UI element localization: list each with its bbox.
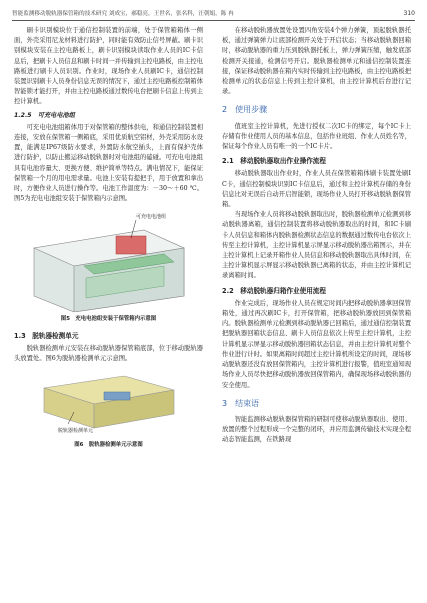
paragraph: 脱轨器检测单元安装在移动脱轨器保管箱底部，位于移动脱轨器头放置处。图6为脱轨器检测单元示意图。 — [14, 344, 203, 363]
left-column — [14, 26, 203, 456]
figure-5-battery-illustration — [24, 208, 194, 312]
figure-5-caption: 图5 充电电池组安装于保管箱内示意图 — [60, 316, 157, 323]
figure-6-caption: 图6 脱轨器检测单元示意图 — [74, 442, 143, 449]
paragraph: 刷卡识别模块位于通信控制装置的前端，处于保管箱箱体一侧面，外壳采用尼龙材料进行防护，同时能有效防止信号屏蔽。刷卡识别模块安装在主控电路板上，刷卡识别模块读取作业人员的IC卡信息后，把刷卡人员信息和刷卡时间一并传输到主控电路板，由主控电路板进行刷卡人员识别。作业时，现场作业人员刷IC卡，通信控制装置识别刷卡人员身份信息无误的情况下，通过主控电路板控制箱体智能锁才能打开，并由主控电路板通过数传电台把刷卡信息上传到主控计算机。 — [14, 27, 203, 106]
figure-5-label: 可充电电池组 — [135, 214, 166, 221]
paragraph: 当现场作业人员将移动脱轨器取出时，脱轨器检测单元检测到移动脱轨器离箱，通信控制装置将移动脱轨器取出的时间，和IC卡刷卡人员信息和箱体内脱轨器检测状态信息的数据通过数传电台依次上传至主控计算机，主控计算机显示屏显示移动脱轨器出箱图示，并在主控计算机上记录开箱作业人员信息和移动脱轨器取出具体时间，在主控计算机显示屏显示移动脱轨器已离箱的状态，并由主控计算机记录离箱时间。 — [222, 211, 411, 280]
page-number: 310 — [403, 9, 415, 17]
subsection-heading: 1.2.5 可充电电池组 — [14, 111, 75, 119]
section-heading: 3 结束语 — [222, 398, 260, 408]
running-head — [12, 6, 415, 21]
paragraph: 在移动脱轨器放置处设置四角安装4个弹力弹簧，顶起脱轨器托板，通过弹簧弹力让底部检测开关处于开启状态；当移动脱轨器回箱时，移动脱轨器的重力压到脱轨器托板上，弹力弹簧压缩，触发底部检测开关接通，检测信号开启。脱轨器检测单元和通信控制装置连接，保证移动脱轨器在箱内实时传输到主控电路板，由主控电路板把检测单元的状态信息上传到主控计算机，由主控计算机后台进行记录。 — [222, 27, 411, 96]
paragraph: 值班室主控计算机，先进行授权二次IC卡的绑定，每个IC卡上存储有作业使用人员的基本信息，包括作业班组、作业人员姓名等，保证每个作业人员有唯一的一个IC卡片。 — [222, 122, 411, 151]
figure-6-detector-illustration — [34, 368, 184, 438]
subsection-heading: 2.1 移动脱轨器取出作业操作流程 — [222, 157, 326, 166]
running-title: 智能监测移动脱轨器保管箱的技术研究 刘成宝，郝稳亮，王世名，张名科，汪朝娟，陈 冉 — [12, 11, 234, 17]
section-heading: 2 使用步骤 — [222, 105, 268, 115]
subsection-heading: 2.2 移动脱轨器归箱作业使用流程 — [222, 286, 326, 295]
paragraph: 可充电电池组箱体用于对保管箱的整体供电，和通信控制装置相连接，安放在保管箱一侧箱底，采用优质航空铝材，外壳采用防水设置，能满足IP67级防水要求，外置防水航空插头，上面有保护壳体进行防护，以防止搬运移动脱轨器时对电池组的磕碰。可充电电池组具有电池容量大、更换方便、维护简单等特点。满电情况下，能保证保管箱一个月的用电需求量。电池上安装有提把手，用于放置和拿出时，方便作业人员进行操作等。电池工作温度为：－30～＋60 ℃。图5为充电电池组安装于保管箱内示意图。 — [14, 123, 203, 203]
paragraph: 智能监测移动脱轨器保管箱的研制可使移动脱轨器取出、使用、放置的整个过程形成一个完整的闭环，并应用监测传输技术实现全程动态智能监测，在铁路现 — [222, 415, 411, 444]
section-heading: 1.3 脱轨器检测单元 — [14, 331, 79, 340]
paragraph: 作业完成后，现场作业人员在规定时间内把移动脱轨器拿回保管箱处，通过再次刷IC卡，打开保管箱，把移动脱轨器放回到保管箱内。脱轨器检测单元检测到移动脱轨器已回箱后，通过通信控制装置把脱轨器回箱状态信息、刷卡人员信息依次上传至主控计算机，主控计算机显示屏显示移动脱轨器回箱状态信息，并由主控计算机对整个作业进行计时。如果离箱时间超过主控计算机所设定的时间，现场移动脱轨器还没有放回保管箱内，主控计算机进行报警，值班室通知现场作业人员尽快把移动脱轨器放回保管箱内，确保现场移动脱轨器的安全使用。 — [222, 299, 411, 389]
right-column — [222, 26, 411, 446]
paragraph: 移动脱轨器取出作业时，作业人员在保管箱箱体刷卡装置处刷IC卡，通信控制模块识别IC卡信息后，通过和主控计算机存储的身份信息比对无误后自动开启智能锁，现场作业人员打开移动脱轨器保管箱。 — [222, 170, 411, 209]
figure-6-label: 脱轨器检测单元 — [57, 428, 93, 435]
